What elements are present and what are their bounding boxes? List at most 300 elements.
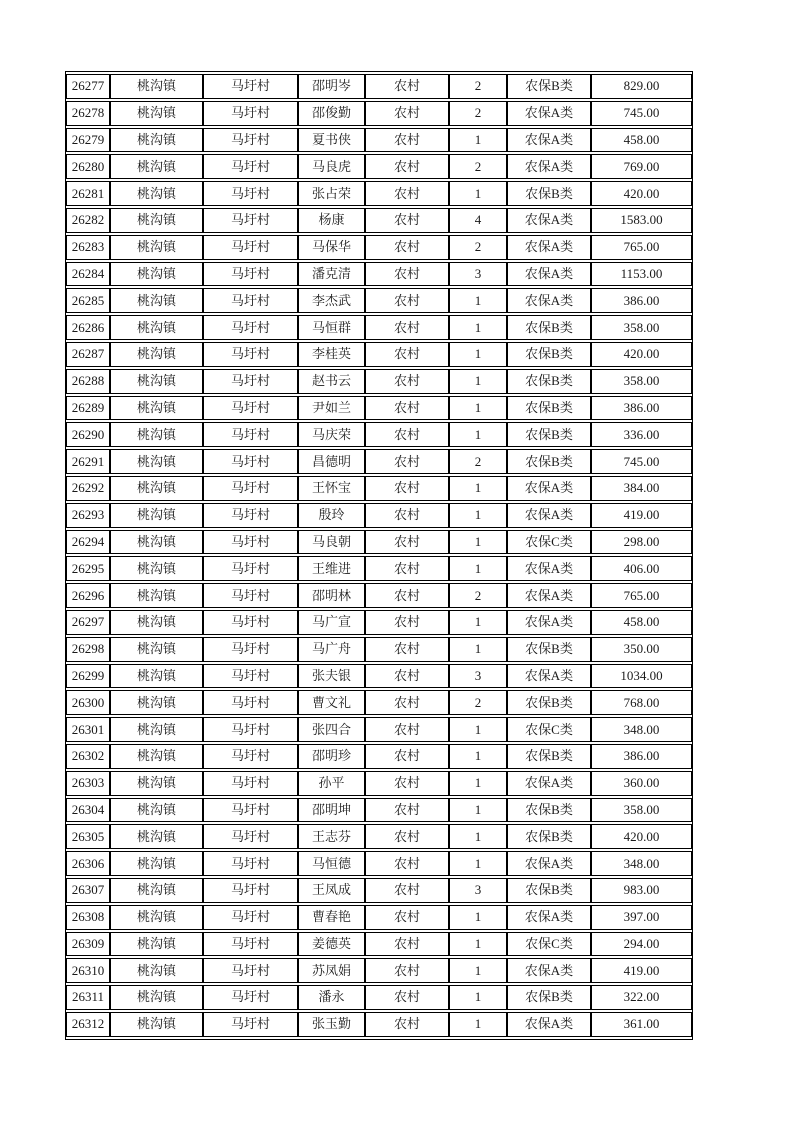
table-row	[66, 824, 692, 849]
cell-village: 马圩村	[203, 985, 298, 1010]
cell-insurance-class: 农保A类	[507, 664, 591, 689]
cell-insurance-class: 农保B类	[507, 798, 591, 823]
cell-person-count: 2	[449, 583, 507, 608]
cell-household-type: 农村	[365, 851, 449, 876]
cell-town: 桃沟镇	[110, 208, 203, 233]
cell-insurance-class: 农保B类	[507, 74, 591, 99]
cell-town: 桃沟镇	[110, 690, 203, 715]
table-row	[66, 798, 692, 823]
cell-record-id: 26306	[66, 851, 110, 876]
cell-amount: 745.00	[591, 101, 692, 126]
cell-insurance-class: 农保A类	[507, 503, 591, 528]
cell-record-id: 26309	[66, 932, 110, 957]
cell-amount: 298.00	[591, 530, 692, 555]
cell-village: 马圩村	[203, 476, 298, 501]
cell-record-id: 26297	[66, 610, 110, 635]
cell-town: 桃沟镇	[110, 878, 203, 903]
cell-household-type: 农村	[365, 128, 449, 153]
cell-town: 桃沟镇	[110, 932, 203, 957]
cell-insurance-class: 农保A类	[507, 288, 591, 313]
cell-record-id: 26301	[66, 717, 110, 742]
cell-town: 桃沟镇	[110, 530, 203, 555]
cell-household-type: 农村	[365, 101, 449, 126]
cell-town: 桃沟镇	[110, 664, 203, 689]
cell-person-count: 2	[449, 235, 507, 260]
cell-person-count: 1	[449, 556, 507, 581]
cell-household-type: 农村	[365, 154, 449, 179]
cell-insurance-class: 农保B类	[507, 422, 591, 447]
cell-amount: 386.00	[591, 744, 692, 769]
cell-village: 马圩村	[203, 74, 298, 99]
cell-person-name: 李杰武	[298, 288, 365, 313]
table-row	[66, 154, 692, 179]
cell-village: 马圩村	[203, 315, 298, 340]
cell-record-id: 26310	[66, 958, 110, 983]
cell-village: 马圩村	[203, 771, 298, 796]
cell-village: 马圩村	[203, 878, 298, 903]
cell-insurance-class: 农保B类	[507, 985, 591, 1010]
cell-town: 桃沟镇	[110, 449, 203, 474]
cell-record-id: 26304	[66, 798, 110, 823]
cell-person-count: 1	[449, 476, 507, 501]
cell-town: 桃沟镇	[110, 262, 203, 287]
cell-town: 桃沟镇	[110, 556, 203, 581]
cell-amount: 420.00	[591, 824, 692, 849]
cell-record-id: 26284	[66, 262, 110, 287]
table-row	[66, 610, 692, 635]
cell-person-name: 马庆荣	[298, 422, 365, 447]
cell-insurance-class: 农保B类	[507, 369, 591, 394]
cell-person-count: 4	[449, 208, 507, 233]
cell-person-name: 殷玲	[298, 503, 365, 528]
cell-town: 桃沟镇	[110, 717, 203, 742]
cell-village: 马圩村	[203, 422, 298, 447]
cell-amount: 458.00	[591, 128, 692, 153]
cell-town: 桃沟镇	[110, 503, 203, 528]
table-row	[66, 556, 692, 581]
cell-person-name: 张玉勤	[298, 1012, 365, 1037]
cell-insurance-class: 农保B类	[507, 744, 591, 769]
cell-record-id: 26311	[66, 985, 110, 1010]
cell-person-count: 1	[449, 503, 507, 528]
cell-record-id: 26287	[66, 342, 110, 367]
cell-town: 桃沟镇	[110, 824, 203, 849]
cell-household-type: 农村	[365, 744, 449, 769]
cell-amount: 358.00	[591, 315, 692, 340]
cell-person-count: 1	[449, 932, 507, 957]
cell-insurance-class: 农保A类	[507, 610, 591, 635]
table-row	[66, 690, 692, 715]
table-row	[66, 369, 692, 394]
cell-person-name: 马恒群	[298, 315, 365, 340]
cell-insurance-class: 农保A类	[507, 262, 591, 287]
cell-town: 桃沟镇	[110, 128, 203, 153]
cell-village: 马圩村	[203, 342, 298, 367]
cell-household-type: 农村	[365, 905, 449, 930]
cell-village: 马圩村	[203, 798, 298, 823]
cell-village: 马圩村	[203, 101, 298, 126]
table-row	[66, 771, 692, 796]
cell-amount: 769.00	[591, 154, 692, 179]
cell-town: 桃沟镇	[110, 905, 203, 930]
cell-amount: 1034.00	[591, 664, 692, 689]
cell-town: 桃沟镇	[110, 985, 203, 1010]
cell-record-id: 26285	[66, 288, 110, 313]
cell-household-type: 农村	[365, 932, 449, 957]
cell-person-count: 2	[449, 690, 507, 715]
table-row	[66, 744, 692, 769]
cell-person-count: 1	[449, 958, 507, 983]
cell-household-type: 农村	[365, 449, 449, 474]
cell-record-id: 26298	[66, 637, 110, 662]
cell-household-type: 农村	[365, 717, 449, 742]
cell-person-name: 马广舟	[298, 637, 365, 662]
cell-person-name: 苏凤娟	[298, 958, 365, 983]
cell-insurance-class: 农保A类	[507, 958, 591, 983]
cell-person-name: 邵明岑	[298, 74, 365, 99]
cell-village: 马圩村	[203, 637, 298, 662]
table-row	[66, 208, 692, 233]
cell-person-count: 1	[449, 985, 507, 1010]
cell-household-type: 农村	[365, 315, 449, 340]
cell-person-name: 张占荣	[298, 181, 365, 206]
cell-person-name: 李桂英	[298, 342, 365, 367]
cell-amount: 322.00	[591, 985, 692, 1010]
cell-amount: 420.00	[591, 342, 692, 367]
cell-person-count: 1	[449, 610, 507, 635]
cell-insurance-class: 农保C类	[507, 717, 591, 742]
cell-record-id: 26278	[66, 101, 110, 126]
table-row	[66, 583, 692, 608]
cell-person-count: 1	[449, 637, 507, 662]
cell-household-type: 农村	[365, 637, 449, 662]
table-row	[66, 181, 692, 206]
table-row	[66, 422, 692, 447]
cell-village: 马圩村	[203, 154, 298, 179]
cell-person-name: 马保华	[298, 235, 365, 260]
cell-village: 马圩村	[203, 262, 298, 287]
cell-household-type: 农村	[365, 824, 449, 849]
cell-record-id: 26281	[66, 181, 110, 206]
cell-record-id: 26292	[66, 476, 110, 501]
cell-person-name: 夏书侠	[298, 128, 365, 153]
cell-person-count: 1	[449, 181, 507, 206]
cell-person-count: 1	[449, 717, 507, 742]
cell-village: 马圩村	[203, 824, 298, 849]
cell-record-id: 26303	[66, 771, 110, 796]
cell-person-count: 2	[449, 449, 507, 474]
cell-record-id: 26280	[66, 154, 110, 179]
cell-household-type: 农村	[365, 878, 449, 903]
cell-household-type: 农村	[365, 1012, 449, 1037]
cell-town: 桃沟镇	[110, 851, 203, 876]
table-row	[66, 851, 692, 876]
cell-amount: 358.00	[591, 798, 692, 823]
cell-person-name: 马良虎	[298, 154, 365, 179]
table-row	[66, 717, 692, 742]
cell-insurance-class: 农保A类	[507, 128, 591, 153]
cell-amount: 336.00	[591, 422, 692, 447]
cell-household-type: 农村	[365, 422, 449, 447]
cell-town: 桃沟镇	[110, 315, 203, 340]
table-row	[66, 530, 692, 555]
cell-person-name: 赵书云	[298, 369, 365, 394]
cell-person-count: 1	[449, 798, 507, 823]
cell-record-id: 26277	[66, 74, 110, 99]
cell-person-name: 马恒德	[298, 851, 365, 876]
table-row	[66, 74, 692, 99]
cell-village: 马圩村	[203, 583, 298, 608]
cell-village: 马圩村	[203, 181, 298, 206]
cell-record-id: 26283	[66, 235, 110, 260]
cell-insurance-class: 农保B类	[507, 449, 591, 474]
cell-amount: 350.00	[591, 637, 692, 662]
cell-amount: 1153.00	[591, 262, 692, 287]
cell-village: 马圩村	[203, 664, 298, 689]
cell-insurance-class: 农保B类	[507, 690, 591, 715]
cell-insurance-class: 农保A类	[507, 556, 591, 581]
cell-town: 桃沟镇	[110, 610, 203, 635]
cell-household-type: 农村	[365, 369, 449, 394]
cell-amount: 397.00	[591, 905, 692, 930]
cell-household-type: 农村	[365, 985, 449, 1010]
cell-person-count: 1	[449, 315, 507, 340]
cell-village: 马圩村	[203, 717, 298, 742]
cell-town: 桃沟镇	[110, 476, 203, 501]
cell-insurance-class: 农保A类	[507, 235, 591, 260]
cell-household-type: 农村	[365, 771, 449, 796]
table-row	[66, 905, 692, 930]
cell-household-type: 农村	[365, 208, 449, 233]
cell-person-name: 孙平	[298, 771, 365, 796]
cell-household-type: 农村	[365, 181, 449, 206]
cell-person-count: 1	[449, 771, 507, 796]
cell-town: 桃沟镇	[110, 342, 203, 367]
cell-person-count: 1	[449, 128, 507, 153]
cell-amount: 983.00	[591, 878, 692, 903]
cell-town: 桃沟镇	[110, 1012, 203, 1037]
cell-amount: 406.00	[591, 556, 692, 581]
table-row	[66, 128, 692, 153]
cell-person-name: 邵明珍	[298, 744, 365, 769]
cell-person-name: 王志芬	[298, 824, 365, 849]
cell-person-name: 昌德明	[298, 449, 365, 474]
cell-village: 马圩村	[203, 556, 298, 581]
cell-insurance-class: 农保A类	[507, 851, 591, 876]
cell-person-name: 姜德英	[298, 932, 365, 957]
cell-insurance-class: 农保B类	[507, 637, 591, 662]
cell-town: 桃沟镇	[110, 181, 203, 206]
cell-person-count: 3	[449, 878, 507, 903]
cell-person-name: 邵明林	[298, 583, 365, 608]
cell-household-type: 农村	[365, 958, 449, 983]
cell-person-name: 马良朝	[298, 530, 365, 555]
cell-record-id: 26294	[66, 530, 110, 555]
cell-household-type: 农村	[365, 503, 449, 528]
cell-person-count: 3	[449, 262, 507, 287]
cell-village: 马圩村	[203, 1012, 298, 1037]
table-row	[66, 396, 692, 421]
cell-person-name: 潘永	[298, 985, 365, 1010]
cell-amount: 745.00	[591, 449, 692, 474]
cell-amount: 294.00	[591, 932, 692, 957]
cell-person-count: 1	[449, 905, 507, 930]
cell-village: 马圩村	[203, 235, 298, 260]
cell-person-name: 邵俊勤	[298, 101, 365, 126]
cell-village: 马圩村	[203, 905, 298, 930]
cell-insurance-class: 农保A类	[507, 154, 591, 179]
cell-amount: 348.00	[591, 717, 692, 742]
cell-insurance-class: 农保B类	[507, 342, 591, 367]
cell-town: 桃沟镇	[110, 798, 203, 823]
cell-household-type: 农村	[365, 396, 449, 421]
cell-household-type: 农村	[365, 664, 449, 689]
cell-amount: 1583.00	[591, 208, 692, 233]
cell-insurance-class: 农保A类	[507, 583, 591, 608]
cell-amount: 765.00	[591, 583, 692, 608]
cell-amount: 361.00	[591, 1012, 692, 1037]
cell-record-id: 26299	[66, 664, 110, 689]
cell-person-count: 3	[449, 664, 507, 689]
cell-household-type: 农村	[365, 798, 449, 823]
cell-village: 马圩村	[203, 530, 298, 555]
cell-insurance-class: 农保C类	[507, 932, 591, 957]
table-row	[66, 288, 692, 313]
cell-person-count: 1	[449, 342, 507, 367]
cell-record-id: 26312	[66, 1012, 110, 1037]
cell-record-id: 26305	[66, 824, 110, 849]
cell-person-name: 邵明坤	[298, 798, 365, 823]
cell-record-id: 26296	[66, 583, 110, 608]
cell-village: 马圩村	[203, 958, 298, 983]
cell-insurance-class: 农保A类	[507, 101, 591, 126]
cell-person-name: 杨康	[298, 208, 365, 233]
cell-town: 桃沟镇	[110, 583, 203, 608]
cell-insurance-class: 农保C类	[507, 530, 591, 555]
cell-person-count: 1	[449, 851, 507, 876]
cell-town: 桃沟镇	[110, 101, 203, 126]
cell-town: 桃沟镇	[110, 771, 203, 796]
cell-village: 马圩村	[203, 851, 298, 876]
cell-insurance-class: 农保A类	[507, 476, 591, 501]
cell-town: 桃沟镇	[110, 74, 203, 99]
cell-amount: 458.00	[591, 610, 692, 635]
cell-person-count: 1	[449, 530, 507, 555]
table-row	[66, 932, 692, 957]
cell-person-count: 1	[449, 824, 507, 849]
cell-insurance-class: 农保A类	[507, 208, 591, 233]
cell-insurance-class: 农保B类	[507, 824, 591, 849]
cell-record-id: 26290	[66, 422, 110, 447]
cell-town: 桃沟镇	[110, 422, 203, 447]
cell-village: 马圩村	[203, 369, 298, 394]
cell-village: 马圩村	[203, 288, 298, 313]
cell-amount: 768.00	[591, 690, 692, 715]
table-row	[66, 101, 692, 126]
table-row	[66, 342, 692, 367]
cell-village: 马圩村	[203, 744, 298, 769]
cell-person-name: 张四合	[298, 717, 365, 742]
cell-person-name: 尹如兰	[298, 396, 365, 421]
cell-record-id: 26300	[66, 690, 110, 715]
table-row	[66, 503, 692, 528]
cell-record-id: 26307	[66, 878, 110, 903]
table-row	[66, 476, 692, 501]
cell-village: 马圩村	[203, 610, 298, 635]
cell-household-type: 农村	[365, 690, 449, 715]
cell-person-name: 潘克清	[298, 262, 365, 287]
cell-household-type: 农村	[365, 74, 449, 99]
cell-record-id: 26302	[66, 744, 110, 769]
table-row	[66, 315, 692, 340]
cell-village: 马圩村	[203, 449, 298, 474]
table-row	[66, 1012, 692, 1037]
cell-amount: 420.00	[591, 181, 692, 206]
table-row	[66, 235, 692, 260]
cell-town: 桃沟镇	[110, 744, 203, 769]
cell-amount: 419.00	[591, 958, 692, 983]
cell-insurance-class: 农保B类	[507, 181, 591, 206]
beneficiary-roster-table	[65, 71, 693, 1040]
cell-person-count: 1	[449, 1012, 507, 1037]
cell-amount: 829.00	[591, 74, 692, 99]
cell-town: 桃沟镇	[110, 637, 203, 662]
cell-village: 马圩村	[203, 690, 298, 715]
cell-insurance-class: 农保B类	[507, 315, 591, 340]
table-body	[66, 74, 692, 1037]
table-row	[66, 664, 692, 689]
cell-village: 马圩村	[203, 396, 298, 421]
cell-record-id: 26288	[66, 369, 110, 394]
cell-village: 马圩村	[203, 932, 298, 957]
cell-person-name: 王维进	[298, 556, 365, 581]
cell-amount: 348.00	[591, 851, 692, 876]
table-row	[66, 637, 692, 662]
cell-insurance-class: 农保A类	[507, 771, 591, 796]
table-row	[66, 878, 692, 903]
cell-amount: 360.00	[591, 771, 692, 796]
table-row	[66, 985, 692, 1010]
cell-amount: 386.00	[591, 396, 692, 421]
cell-village: 马圩村	[203, 503, 298, 528]
cell-insurance-class: 农保A类	[507, 1012, 591, 1037]
cell-person-name: 曹文礼	[298, 690, 365, 715]
cell-person-count: 1	[449, 396, 507, 421]
cell-amount: 384.00	[591, 476, 692, 501]
cell-household-type: 农村	[365, 235, 449, 260]
table-row	[66, 262, 692, 287]
cell-person-name: 王怀宝	[298, 476, 365, 501]
cell-person-count: 1	[449, 288, 507, 313]
cell-person-count: 2	[449, 154, 507, 179]
cell-insurance-class: 农保B类	[507, 878, 591, 903]
cell-person-name: 张夫银	[298, 664, 365, 689]
table-row	[66, 449, 692, 474]
cell-record-id: 26289	[66, 396, 110, 421]
cell-record-id: 26295	[66, 556, 110, 581]
cell-village: 马圩村	[203, 208, 298, 233]
cell-household-type: 农村	[365, 476, 449, 501]
cell-household-type: 农村	[365, 288, 449, 313]
cell-amount: 765.00	[591, 235, 692, 260]
cell-amount: 419.00	[591, 503, 692, 528]
cell-person-count: 2	[449, 74, 507, 99]
cell-household-type: 农村	[365, 556, 449, 581]
cell-amount: 358.00	[591, 369, 692, 394]
cell-town: 桃沟镇	[110, 396, 203, 421]
cell-household-type: 农村	[365, 262, 449, 287]
cell-record-id: 26293	[66, 503, 110, 528]
